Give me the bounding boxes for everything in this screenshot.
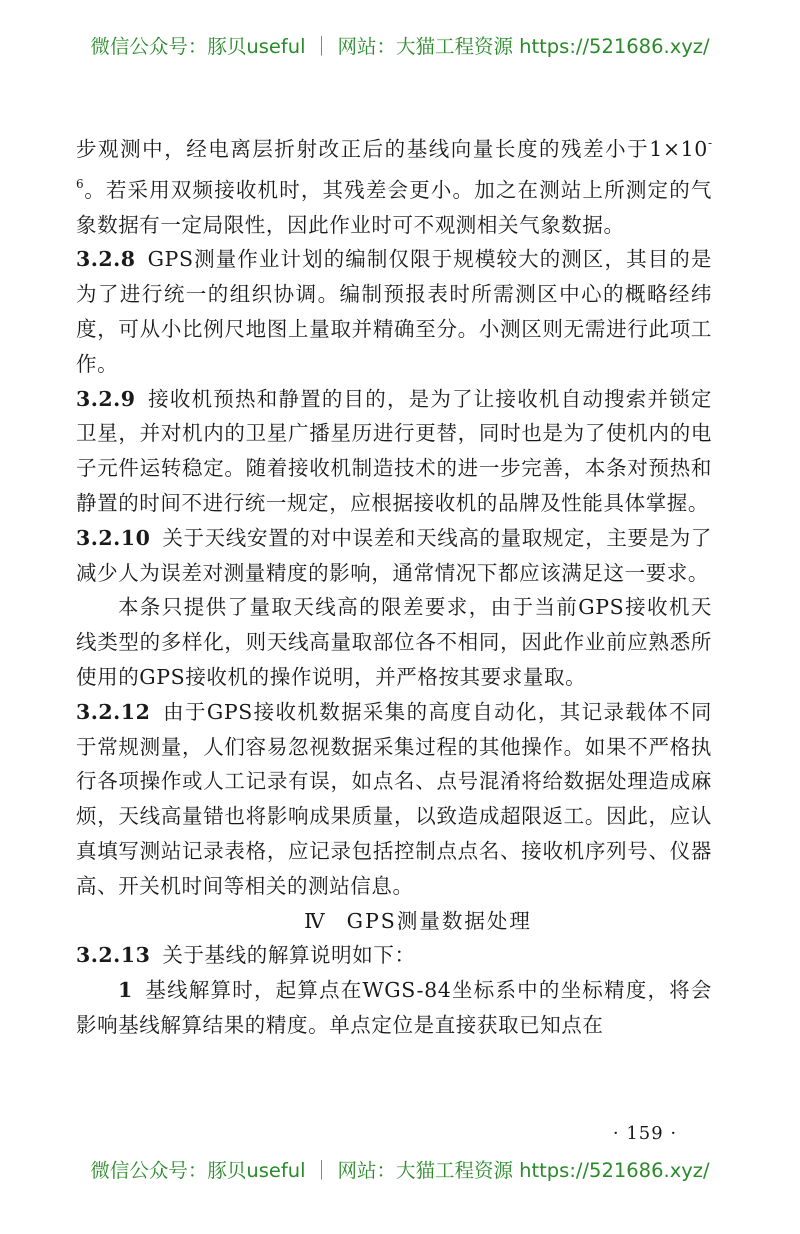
list-item-text-1: 基线解算时，起算点在WGS-84坐标系中的坐标精度，将会影响基线解算结果的精度。单点定位是直接获取已知点在 (76, 978, 712, 1037)
clause-text-3-2-13: 关于基线的解算说明如下： (162, 943, 416, 968)
watermark-bottom: 微信公众号：豚贝useful ｜ 网站：大猫工程资源 https://521686.xyz/ (90, 1159, 710, 1182)
clause-3-2-10-paragraph-2: 本条只提供了量取天线高的限差要求，由于当前GPS接收机天线类型的多样化，则天线高量取部位各不相同，因此作业前应熟悉所使用的GPS接收机的操作说明，并严格按其要求量取。 (76, 595, 712, 689)
section-heading (76, 904, 712, 939)
section-title: GPS测量数据处理 (346, 908, 532, 933)
section-roman-numeral: Ⅳ (304, 908, 325, 933)
intro-text-b: 。若采用双频接收机时，其残差会更小。加之在测站上所测定的气象数据有一定局限性，因此作业时可不观测相关气象数据。 (76, 177, 712, 237)
clause-3-2-8 (76, 242, 712, 381)
clause-number-3-2-13: 3.2.13 (76, 943, 151, 968)
clause-3-2-9 (76, 382, 712, 521)
clause-3-2-13 (76, 938, 712, 973)
clause-text-3-2-8: GPS测量作业计划的编制仅限于规模较大的测区，其目的是为了进行统一的组织协调。编制预报表时所需测区中心的概略经纬度，可从小比例尺地图上量取并精确至分。小测区则无需进行此项工作。 (76, 247, 712, 376)
paragraph-intro (76, 126, 712, 242)
clause-number-3-2-12: 3.2.12 (76, 699, 151, 724)
intro-exponent: -6 (76, 136, 712, 191)
list-item-number-1: 1 (118, 978, 133, 1003)
clause-3-2-10 (76, 521, 712, 591)
clause-text-3-2-10: 关于天线安置的对中误差和天线高的量取规定，主要是为了减少人为误差对测量精度的影响，通常情况下都应该满足这一要求。 (76, 525, 712, 585)
page-number: · 159 · (612, 1123, 678, 1144)
intro-text-a: 步观测中，经电离层折射改正后的基线向量长度的残差小于1×10 (76, 137, 708, 161)
clause-number-3-2-8: 3.2.8 (76, 247, 136, 272)
clause-text-3-2-9: 接收机预热和静置的目的，是为了让接收机自动搜索并锁定卫星，并对机内的卫星广播星历进行更替，同时也是为了使机内的电子元件运转稳定。随着接收机制造技术的进一步完善，本条对预热和静置的时间不进行统一规定，应根据接收机的品牌及性能具体掌握。 (76, 386, 712, 515)
clause-3-2-12 (76, 695, 712, 904)
watermark-top: 微信公众号：豚贝useful ｜ 网站：大猫工程资源 https://521686.xyz/ (90, 35, 710, 58)
clause-number-3-2-9: 3.2.9 (76, 386, 136, 411)
page-body (76, 126, 712, 1043)
clause-number-3-2-10: 3.2.10 (76, 525, 151, 550)
list-item-1 (76, 973, 712, 1043)
clause-text-3-2-12: 由于GPS接收机数据采集的高度自动化，其记录载体不同于常规测量，人们容易忽视数据采集过程的其他操作。如果不严格执行各项操作或人工记录有误，如点名、点号混淆将给数据处理造成麻烦，天线高量错也将影响成果质量，以致造成超限返工。因此，应认真填写测站记录表格，应记录包括控制点点名、接收机序列号、仪器高、开关机时间等相关的测站信息。 (76, 699, 712, 898)
